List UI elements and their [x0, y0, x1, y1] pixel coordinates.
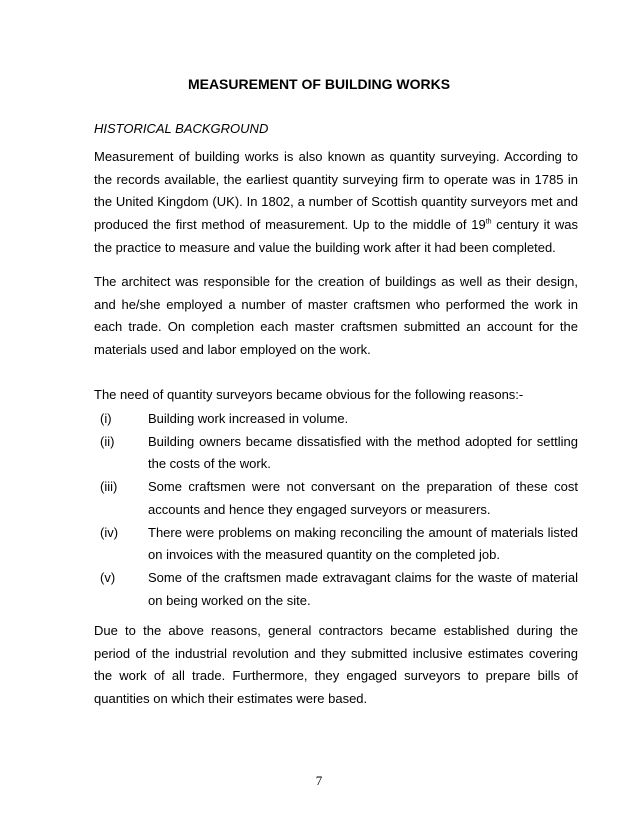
paragraph-1-text: Measurement of building works is also known as quantity surveying. According to the records available, the earliest quantity surveying firm to operate was in 1785 in the United Kingdom (UK). In 1802, a number of Scottish quantity surveyors met and produced the first method of measurement. Up to the middle of 19	[94, 149, 578, 233]
list-item	[94, 522, 578, 567]
page-number: 7	[315, 773, 323, 788]
reasons-list	[94, 408, 578, 612]
list-item	[94, 431, 578, 476]
list-item-number: (i)	[100, 411, 112, 426]
paragraph-3: The need of quantity surveyors became obvious for the following reasons:-	[94, 387, 524, 402]
paragraph-1	[94, 146, 578, 260]
list-item-text: There were problems on making reconciling the amount of materials listed on invoices with the measured quantity on the completed job.	[148, 524, 578, 563]
paragraph-1-text-end: century it was the practice to measure and value the building work after it had been completed.	[94, 217, 578, 255]
list-item-number: (v)	[100, 569, 116, 585]
list-item	[94, 476, 578, 521]
list-item-number: (iv)	[100, 524, 119, 540]
paragraph-2: The architect was responsible for the creation of buildings as well as their design, and he/she employed a number of master craftsmen who performed the work in each trade. On completion each master craftsmen submitted an account for the materials used and labor employed on the work.	[94, 274, 578, 358]
list-item-text: Building work increased in volume.	[148, 411, 349, 426]
list-item-number: (ii)	[100, 433, 115, 449]
section-heading: HISTORICAL BACKGROUND	[94, 121, 269, 136]
superscript-th: th	[485, 218, 492, 226]
list-item-text: Some of the craftsmen made extravagant claims for the waste of material on being worked on the site.	[148, 569, 578, 608]
page-title: MEASUREMENT OF BUILDING WORKS	[187, 76, 451, 92]
list-item-text: Some craftsmen were not conversant on the preparation of these cost accounts and hence they engaged surveyors or measurers.	[148, 479, 578, 517]
list-item-number: (iii)	[100, 479, 118, 495]
paragraph-4: Due to the above reasons, general contractors became established during the period of the industrial revolution and they submitted inclusive estimates covering the work of all trade. Furthermore, they engaged surveyors to prepare bills of quantities on which their estimates were based.	[94, 623, 578, 707]
list-item	[94, 567, 578, 612]
list-item-text: Building owners became dissatisfied with the method adopted for settling the costs of the work.	[148, 433, 578, 472]
list-item	[94, 408, 578, 431]
